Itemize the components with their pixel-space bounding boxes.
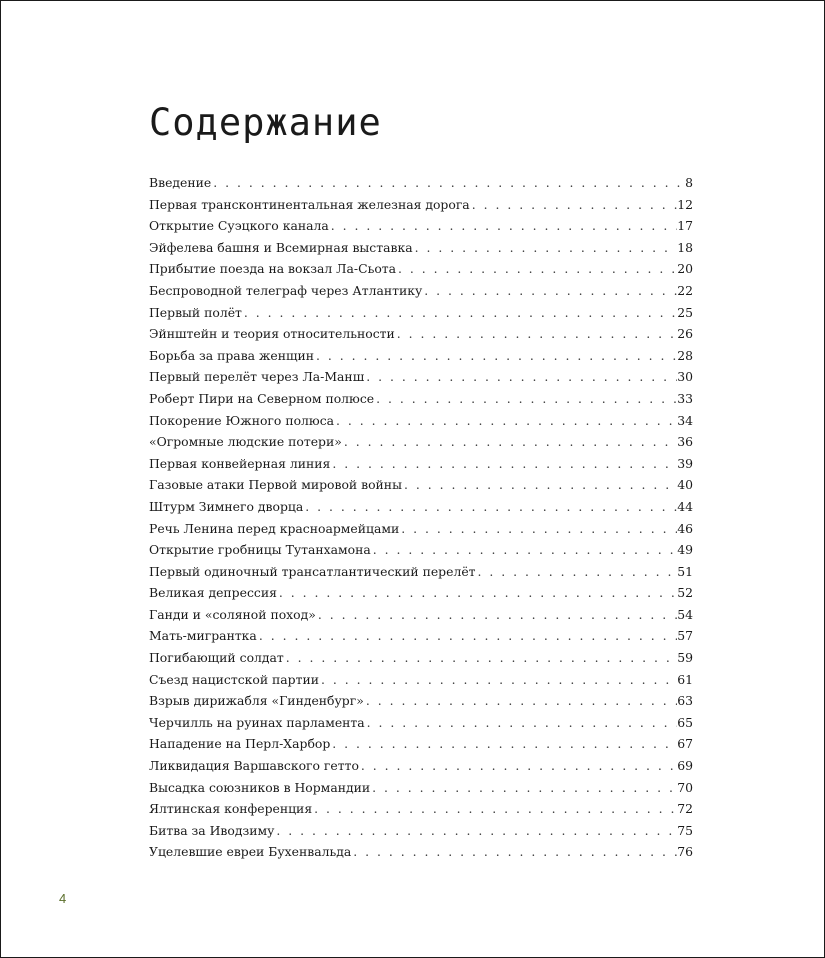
- dot-leader: [211, 175, 685, 190]
- dot-leader: [277, 585, 677, 600]
- toc-entry-page: 28: [677, 347, 693, 363]
- toc-entry-title: Введение: [149, 175, 212, 190]
- dot-leader: [342, 434, 677, 449]
- page-title: Содержание: [149, 101, 382, 144]
- toc-entry: [149, 844, 693, 866]
- dot-leader: [402, 477, 677, 492]
- toc-entry-title: Речь Ленина перед красноармейцами: [149, 520, 400, 536]
- toc-entry-title: Съезд нацистской партии: [149, 671, 319, 687]
- dot-leader: [257, 628, 677, 643]
- toc-entry-page: 69: [677, 758, 693, 774]
- toc-entry-title: Уцелевшие евреи Бухенвальда: [149, 844, 352, 860]
- dot-leader: [365, 715, 678, 730]
- toc-entry: [149, 780, 693, 802]
- toc-entry-title: Битва за Иводзиму: [149, 822, 275, 838]
- toc-entry-title: Газовые атаки Первой мировой войны: [149, 477, 402, 493]
- dot-leader: [330, 736, 677, 751]
- dot-leader: [274, 823, 677, 838]
- toc-entry: [149, 564, 693, 586]
- toc-entry-page: 20: [677, 261, 693, 277]
- toc-entry-title: Покорение Южного полюса: [149, 412, 335, 428]
- toc-entry-page: 46: [677, 520, 693, 536]
- toc-entry-page: 8: [685, 175, 693, 190]
- toc-entry: [149, 305, 693, 327]
- toc-entry-title: Ганди и «соляной поход»: [149, 606, 316, 622]
- toc-entry-title: «Огромные людские потери»: [149, 434, 342, 450]
- dot-leader: [359, 758, 677, 773]
- dot-leader: [284, 650, 677, 665]
- toc-entry-title: Открытие гробницы Тутанхамона: [149, 542, 371, 558]
- toc-entry-page: 25: [677, 304, 693, 320]
- toc-entry: [149, 521, 693, 543]
- toc-entry: [149, 456, 693, 478]
- toc-entry: [149, 218, 693, 240]
- toc-entry-page: 72: [677, 801, 693, 817]
- toc-entry-title: Роберт Пири на Северном полюсе: [149, 390, 375, 406]
- toc-entry-page: 59: [677, 650, 693, 666]
- dot-leader: [413, 240, 678, 255]
- toc-entry: [149, 369, 693, 391]
- toc-entry: [149, 391, 693, 413]
- toc-entry-title: Черчилль на руинах парламента: [149, 714, 365, 730]
- toc-entry: [149, 650, 693, 672]
- toc-entry: [149, 283, 693, 305]
- dot-leader: [329, 218, 677, 233]
- dot-leader: [422, 283, 677, 298]
- dot-leader: [334, 413, 677, 428]
- page-number: 4: [59, 891, 67, 906]
- toc-entry: [149, 261, 693, 283]
- toc-entry-title: Погибающий солдат: [149, 650, 284, 666]
- toc-entry-title: Первая трансконтинентальная железная дорога: [149, 196, 470, 212]
- toc-entry: [149, 197, 693, 219]
- toc-entry-title: Эйфелева башня и Всемирная выставка: [149, 239, 413, 255]
- toc-entry-page: 34: [677, 412, 693, 428]
- toc-entry-title: Эйнштейн и теория относительности: [149, 326, 395, 342]
- toc-entry: [149, 413, 693, 435]
- toc-entry: [149, 693, 693, 715]
- toc-entry-page: 76: [677, 844, 693, 860]
- toc-entry-title: Мать-мигрантка: [149, 628, 257, 644]
- toc-entry: [149, 715, 693, 737]
- toc-entry: [149, 499, 693, 521]
- dot-leader: [370, 780, 677, 795]
- toc-entry-page: 17: [677, 218, 693, 234]
- toc-entry-page: 51: [677, 563, 693, 579]
- toc-entry: [149, 326, 693, 348]
- toc-entry: [149, 434, 693, 456]
- toc-entry-page: 30: [677, 369, 693, 385]
- toc-entry-title: Нападение на Перл-Харбор: [149, 736, 331, 752]
- toc-entry-title: Прибытие поезда на вокзал Ла-Сьота: [149, 261, 397, 277]
- dot-leader: [314, 348, 677, 363]
- toc-entry-title: Первый полёт: [149, 304, 242, 320]
- toc-entry-title: Штурм Зимнего дворца: [149, 498, 304, 514]
- toc-entry: [149, 758, 693, 780]
- toc-entry-page: 36: [677, 434, 693, 450]
- toc-entry-title: Великая депрессия: [149, 585, 277, 601]
- dot-leader: [396, 261, 677, 276]
- toc-entry: [149, 175, 693, 197]
- toc-entry-page: 49: [677, 542, 693, 558]
- toc-entry: [149, 628, 693, 650]
- toc-entry: [149, 736, 693, 758]
- toc-entry: [149, 477, 693, 499]
- toc-entry-page: 57: [677, 628, 693, 644]
- dot-leader: [351, 844, 677, 859]
- toc-entry-page: 75: [677, 822, 693, 838]
- dot-leader: [374, 391, 677, 406]
- toc-entry: [149, 823, 693, 845]
- toc-entry-page: 70: [677, 779, 693, 795]
- toc-entry-page: 26: [677, 326, 693, 342]
- dot-leader: [330, 456, 677, 471]
- toc-entry-title: Ликвидация Варшавского гетто: [149, 758, 359, 774]
- dot-leader: [303, 499, 677, 514]
- dot-leader: [364, 693, 677, 708]
- toc-entry: [149, 240, 693, 262]
- toc-entry-page: 18: [677, 239, 693, 255]
- toc-entry: [149, 348, 693, 370]
- dot-leader: [364, 369, 677, 384]
- toc-entry-page: 63: [677, 693, 693, 709]
- toc-entry-title: Первый перелёт через Ла-Манш: [149, 369, 365, 385]
- toc-entry-page: 67: [677, 736, 693, 752]
- dot-leader: [476, 564, 678, 579]
- toc-entry-title: Борьба за права женщин: [149, 347, 315, 363]
- toc-entry-page: 22: [677, 282, 693, 298]
- toc-entry-title: Первый одиночный трансатлантический перелёт: [149, 563, 476, 579]
- toc-entry-title: Первая конвейерная линия: [149, 455, 331, 471]
- toc-entry-page: 52: [677, 585, 693, 601]
- dot-leader: [316, 607, 677, 622]
- dot-leader: [312, 801, 677, 816]
- toc-entry: [149, 542, 693, 564]
- toc-entry-page: 54: [677, 606, 693, 622]
- toc-entry-page: 65: [677, 714, 693, 730]
- toc-entry-title: Беспроводной телеграф через Атлантику: [149, 282, 423, 298]
- table-of-contents: [149, 175, 693, 866]
- dot-leader: [399, 521, 677, 536]
- toc-entry-page: 33: [677, 390, 693, 406]
- dot-leader: [242, 305, 677, 320]
- toc-entry-page: 61: [677, 671, 693, 687]
- dot-leader: [395, 326, 677, 341]
- toc-entry-title: Ялтинская конференция: [149, 801, 313, 817]
- toc-entry-title: Взрыв дирижабля «Гинденбург»: [149, 693, 364, 709]
- toc-entry-page: 39: [677, 455, 693, 471]
- toc-entry: [149, 607, 693, 629]
- dot-leader: [319, 672, 677, 687]
- toc-entry: [149, 801, 693, 823]
- toc-entry-title: Высадка союзников в Нормандии: [149, 779, 371, 795]
- dot-leader: [371, 542, 677, 557]
- toc-entry-page: 40: [677, 477, 693, 493]
- dot-leader: [470, 197, 678, 212]
- toc-entry: [149, 585, 693, 607]
- toc-entry-title: Открытие Суэцкого канала: [149, 218, 329, 234]
- toc-entry: [149, 672, 693, 694]
- toc-entry-page: 44: [677, 498, 693, 514]
- toc-entry-page: 12: [677, 196, 693, 212]
